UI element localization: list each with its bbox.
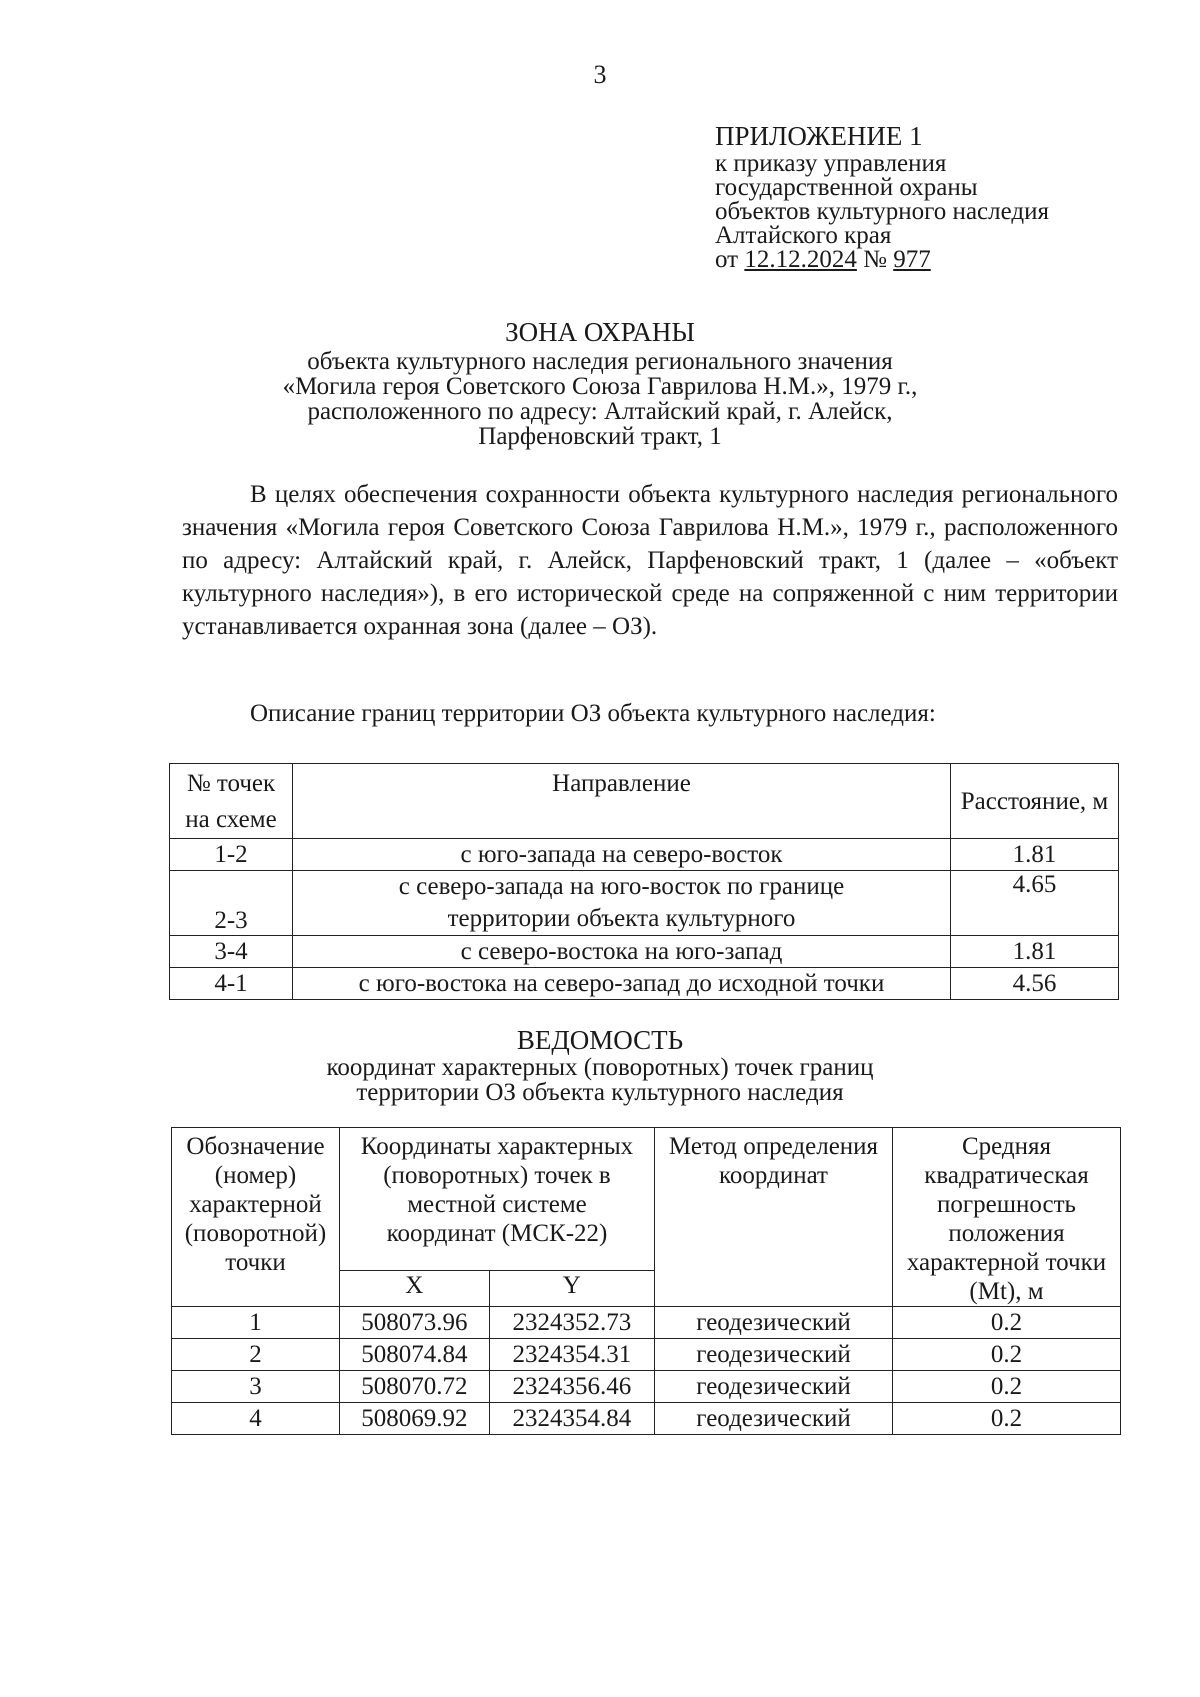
vedomost-title-line: координат характерных (поворотных) точек границ	[326, 1054, 874, 1081]
header-error: Средняя квадратическая погрешность положения характерной точки (Mt), м	[893, 1128, 1121, 1307]
appendix-date-line	[715, 248, 1049, 272]
cell-x: 508069.92	[340, 1403, 490, 1435]
appendix-line: государственной охраны	[715, 174, 978, 201]
order-number: 977	[893, 246, 931, 273]
coordinates-table	[171, 1127, 1121, 1435]
table-row	[172, 1371, 1121, 1403]
cell-point: 1	[172, 1307, 340, 1339]
order-date: 12.12.2024	[744, 246, 857, 273]
boundary-table	[169, 763, 1119, 1000]
header-y: Y	[489, 1271, 654, 1307]
appendix-line: Алтайского края	[715, 222, 892, 249]
coord-header-row	[172, 1128, 1121, 1271]
vedomost-title	[0, 1025, 1200, 1106]
appendix-line: к приказу управления	[715, 150, 947, 177]
intro-paragraph: В целях обеспечения сохранности объекта культурного наследия регионального значения «Могила героя Советского Союза Гаврилова Н.М.», 1979 г., расположенного по адресу: Алтайский край, г. Алейск, Парфеновский тракт, 1 (далее – «объект культурного наследия»), в его исторической среде на сопряженной с ним территории устанавливается охранная зона (далее – ОЗ).	[182, 481, 1118, 640]
cell-point: 3	[172, 1371, 340, 1403]
description-caption: Описание границ территории ОЗ объекта культурного наследия:	[250, 700, 936, 727]
table-row	[172, 1307, 1121, 1339]
zone-title-line: Парфеновский тракт, 1	[478, 423, 722, 450]
header-coords: Координаты характерных (поворотных) точек в местной системе координат (МСК-22)	[340, 1128, 655, 1271]
cell-direction: с юго-востока на северо-запад до исходной точки	[293, 968, 951, 1000]
cell-points: 4-1	[170, 968, 293, 1000]
cell-x: 508073.96	[340, 1307, 490, 1339]
cell-distance: 4.65	[951, 871, 1119, 936]
cell-y: 2324352.73	[489, 1307, 654, 1339]
cell-direction: с северо-востока на юго-запад	[293, 936, 951, 968]
cell-distance: 1.81	[951, 936, 1119, 968]
cell-point: 4	[172, 1403, 340, 1435]
cell-x: 508074.84	[340, 1339, 490, 1371]
table-row	[170, 936, 1119, 968]
cell-error: 0.2	[893, 1371, 1121, 1403]
cell-method: геодезический	[655, 1371, 893, 1403]
cell-y: 2324354.84	[489, 1403, 654, 1435]
header-distance: Расстояние, м	[951, 764, 1119, 839]
page-number: 3	[593, 60, 607, 89]
header-point: Обозначение (номер) характерной (поворотной) точки	[172, 1128, 340, 1307]
cell-direction: с юго-запада на северо-восток	[293, 839, 951, 871]
vedomost-title-line: территории ОЗ объекта культурного наследия	[356, 1079, 844, 1106]
cell-error: 0.2	[893, 1307, 1121, 1339]
cell-method: геодезический	[655, 1307, 893, 1339]
cell-points: 2-3	[170, 871, 293, 936]
date-prefix: от	[715, 246, 739, 273]
zone-title	[0, 317, 1200, 450]
table-row	[172, 1339, 1121, 1371]
appendix-line: объектов культурного наследия	[715, 198, 1049, 225]
zone-title-line: расположенного по адресу: Алтайский край, г. Алейск,	[307, 398, 893, 425]
number-sign: №	[863, 246, 887, 273]
cell-distance: 1.81	[951, 839, 1119, 871]
cell-error: 0.2	[893, 1339, 1121, 1371]
cell-method: геодезический	[655, 1339, 893, 1371]
cell-point: 2	[172, 1339, 340, 1371]
appendix-title: ПРИЛОЖЕНИЕ 1	[715, 121, 923, 151]
appendix-block	[715, 121, 1049, 273]
cell-distance: 4.56	[951, 968, 1119, 1000]
zone-title-line: «Могила героя Советского Союза Гаврилова Н.М.», 1979 г.,	[282, 373, 918, 400]
table-row	[170, 839, 1119, 871]
zone-title-main: ЗОНА ОХРАНЫ	[505, 317, 695, 347]
table-row	[172, 1403, 1121, 1435]
cell-direction: с северо-запада на юго-восток по границе территории объекта культурного	[293, 871, 951, 936]
header-x: X	[340, 1271, 490, 1307]
cell-points: 1-2	[170, 839, 293, 871]
vedomost-title-main: ВЕДОМОСТЬ	[516, 1025, 684, 1055]
table-row	[170, 871, 1119, 936]
cell-y: 2324356.46	[489, 1371, 654, 1403]
header-method: Метод определения координат	[655, 1128, 893, 1307]
header-points: № точек на схеме	[170, 764, 293, 839]
header-direction: Направление	[293, 764, 951, 839]
cell-method: геодезический	[655, 1403, 893, 1435]
table-row	[170, 968, 1119, 1000]
boundary-header-row	[170, 764, 1119, 839]
cell-y: 2324354.31	[489, 1339, 654, 1371]
zone-title-line: объекта культурного наследия регионального значения	[307, 348, 893, 375]
cell-error: 0.2	[893, 1403, 1121, 1435]
cell-points: 3-4	[170, 936, 293, 968]
cell-x: 508070.72	[340, 1371, 490, 1403]
